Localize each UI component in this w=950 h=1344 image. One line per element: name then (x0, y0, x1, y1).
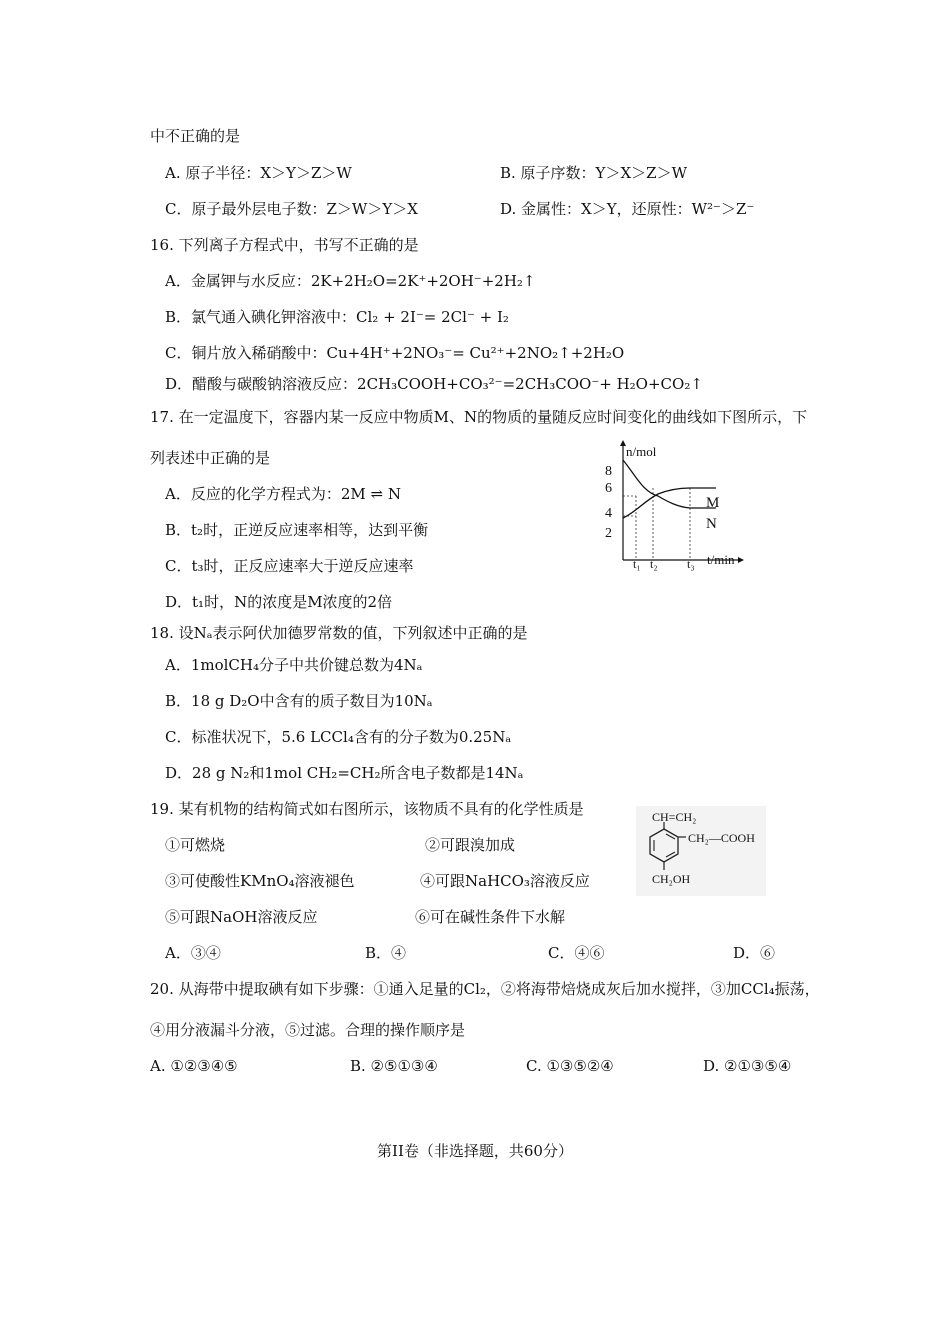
q18-option-b: B．18 g D₂O中含有的质子数目为10Nₐ (165, 692, 433, 710)
x-axis-label: t/min (707, 552, 735, 567)
q17-option-a: A．反应的化学方程式为：2M ⇌ N (165, 485, 401, 503)
x-tick-t1: t₁ (633, 557, 641, 571)
q15-tail: 中不正确的是 (150, 127, 241, 145)
q17-stem-line2: 列表述中正确的是 (150, 449, 271, 467)
q19-option-c: C．④⑥ (548, 944, 605, 962)
q18-option-c: C．标准状况下，5.6 LCCl₄含有的分子数为0.25Nₐ (165, 728, 512, 746)
q15-option-b: B. 原子序数：Y＞X＞Z＞W (500, 164, 687, 182)
q19-prop-4: ④可跟NaHCO₃溶液反应 (420, 872, 590, 890)
curve-n (623, 488, 716, 518)
q19-structure (636, 806, 766, 896)
q19-option-b: B．④ (365, 944, 407, 962)
q19-prop-2: ②可跟溴加成 (425, 836, 516, 854)
curve-m (623, 460, 716, 508)
q19-stem: 19. 某有机物的结构简式如右图所示，该物质不具有的化学性质是 (150, 800, 584, 818)
q18-option-d: D．28 g N₂和1mol CH₂=CH₂所含电子数都是14Nₐ (165, 764, 524, 782)
section-ii-title: 第II卷（非选择题，共60分） (377, 1142, 573, 1160)
q17-graph (598, 436, 748, 576)
y-tick-4: 4 (605, 506, 612, 521)
q20-option-a: A. ①②③④⑤ (150, 1057, 238, 1075)
q15-option-a: A. 原子半径：X＞Y＞Z＞W (165, 164, 352, 182)
q19-option-a: A．③④ (165, 944, 221, 962)
q19-prop-5: ⑤可跟NaOH溶液反应 (165, 908, 318, 926)
q16-stem: 16. 下列离子方程式中，书写不正确的是 (150, 236, 419, 254)
q20-option-d: D. ②①③⑤④ (703, 1057, 792, 1075)
q18-option-a: A．1molCH₄分子中共价键总数为4Nₐ (165, 656, 423, 674)
q19-option-d: D．⑥ (733, 944, 776, 962)
y-tick-8: 8 (605, 464, 612, 479)
x-tick-t3: t₃ (687, 557, 695, 571)
label-m: M (706, 495, 720, 511)
q20-stem-line1: 20. 从海带中提取碘有如下步骤：①通入足量的Cl₂，②将海带焙烧成灰后加水搅拌，③加CCl₄振荡， (150, 980, 820, 998)
y-axis-label: n/mol (626, 444, 657, 459)
q16-option-c: C．铜片放入稀硝酸中：Cu+4H⁺+2NO₃⁻= Cu²⁺+2NO₂↑+2H₂O (165, 344, 625, 362)
q20-stem-line2: ④用分液漏斗分液，⑤过滤。合理的操作顺序是 (150, 1021, 466, 1039)
q16-option-a: A．金属钾与水反应：2K+2H₂O=2K⁺+2OH⁻+2H₂↑ (165, 272, 536, 290)
q19-prop-6: ⑥可在碱性条件下水解 (415, 908, 566, 926)
q20-option-c: C. ①③⑤②④ (526, 1057, 614, 1075)
q16-option-d: D．醋酸与碳酸钠溶液反应：2CH₃COOH+CO₃²⁻=2CH₃COO⁻+ H₂O+CO₂↑ (165, 375, 703, 393)
q16-option-b: B．氯气通入碘化钾溶液中：Cl₂ + 2I⁻= 2Cl⁻ + I₂ (165, 308, 509, 326)
q19-prop-1: ①可燃烧 (165, 836, 226, 854)
x-tick-t2: t₂ (650, 557, 658, 571)
label-n: N (706, 516, 717, 532)
q17-option-b: B．t₂时，正逆反应速率相等，达到平衡 (165, 521, 429, 539)
q18-stem: 18. 设Nₐ表示阿伏加德罗常数的值，下列叙述中正确的是 (150, 624, 528, 642)
q15-option-c: C．原子最外层电子数：Z＞W＞Y＞X (165, 200, 418, 218)
y-tick-6: 6 (605, 481, 612, 496)
hydroxymethyl-group: CH₂OH (652, 872, 691, 886)
q17-option-d: D．t₁时，N的浓度是M浓度的2倍 (165, 593, 393, 611)
q17-option-c: C．t₃时，正反应速率大于逆反应速率 (165, 557, 414, 575)
vinyl-group: CH=CH₂ (652, 810, 697, 824)
q17-stem-line1: 17. 在一定温度下，容器内某一反应中物质M、N的物质的量随反应时间变化的曲线如下图所示，下 (150, 408, 808, 426)
q19-prop-3: ③可使酸性KMnO₄溶液褪色 (165, 872, 355, 890)
y-tick-2: 2 (605, 526, 612, 541)
acetic-acid-group: CH₂—COOH (688, 831, 755, 845)
q20-option-b: B. ②⑤①③④ (350, 1057, 438, 1075)
q15-option-d: D. 金属性：X＞Y，还原性：W²⁻＞Z⁻ (500, 200, 755, 218)
